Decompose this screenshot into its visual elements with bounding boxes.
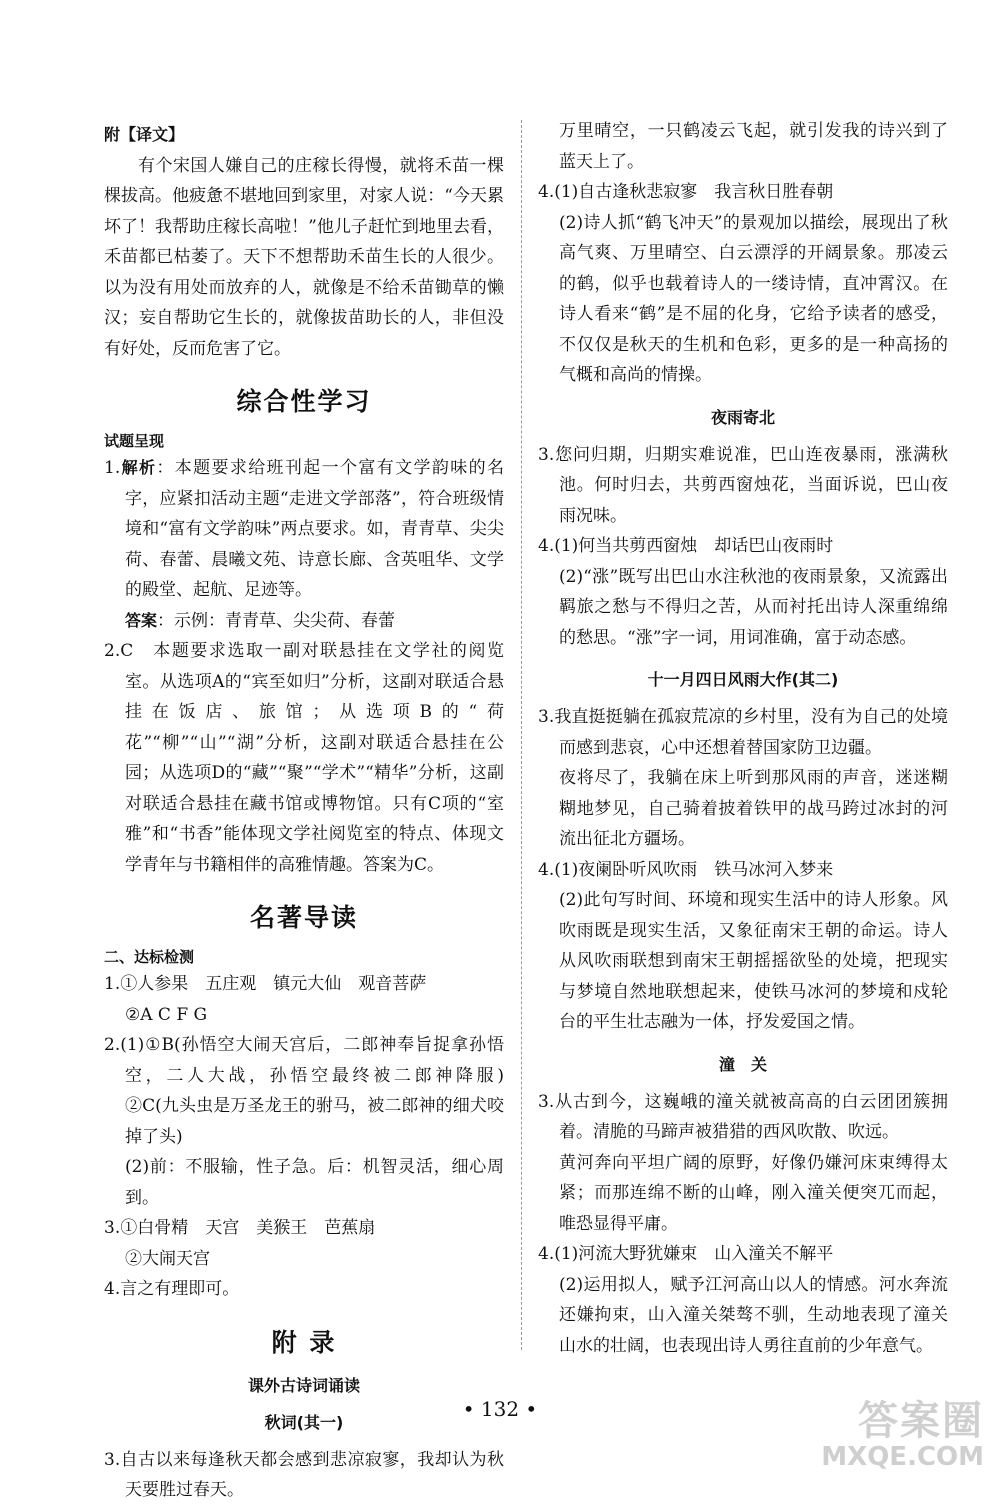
appendix-label: 附【译文】 [104, 125, 185, 144]
page-number: • 132 • [462, 1397, 538, 1421]
answer-item-2: 2.C 本题要求选取一副对联悬挂在文学社的阅览室。从选项A的“宾至如归”分析，这副对联适合悬挂在饭店、旅馆；从选项B的“荷花”“柳”“山”“湖”分析，这副对联适合悬挂在公园；从选项D的“藏”“聚”“学术”“精华”分析，这副对联适合悬挂在藏书馆或博物馆。只有C项的“室雅”和“书香”能体现文学社阅览室的特点、体现文学青年与书籍相伴的高雅情趣。答案为C。 [104, 641, 504, 875]
watermark-logo [794, 1399, 984, 1471]
classics-item: 3.①白骨精 天宫 美猴王 芭蕉扇 [104, 1218, 376, 1238]
poem-answer: 3.从古到今，这巍峨的潼关就被高高的白云团团簇拥着。清脆的马蹄声被猎猎的西风吹散、吹远。 [538, 1091, 948, 1142]
poem-title-yeyu: 夜雨寄北 [710, 407, 775, 427]
watermark-url: MXQE.COM [821, 1442, 984, 1472]
answer-example: 答案：示例：青青草、尖尖荷、春蕾 [125, 610, 396, 631]
subheading-test: 二、达标检测 [104, 948, 195, 966]
poem-answer: 3.我直挺挺躺在孤寂荒凉的乡村里，没有为自己的处境而感到悲哀，心中还想着替国家防卫边疆。 [538, 707, 948, 758]
poem-answer: 黄河奔向平坦广阔的原野，好像仍嫌河床束缚得太紧；而那连绵不断的山峰，刚入潼关便突兀而起，唯恐显得平庸。 [559, 1152, 948, 1234]
poem-answer: 4.(1)夜阑卧听风吹雨 铁马冰河入梦来 [538, 859, 834, 880]
watermark-text: 答案圈 [858, 1398, 984, 1444]
poem-title-fengyu: 十一月四日风雨大作(其二) [647, 670, 839, 689]
classics-item: ②A C F G [125, 1004, 208, 1025]
classics-item: 4.言之有理即可。 [104, 1279, 240, 1299]
classics-item: ②大闹天宫 [125, 1248, 210, 1269]
right-column [538, 116, 948, 1361]
poem-answer-continued: 万里晴空，一只鹤凌云飞起，就引发我的诗兴到了蓝天上了。 [559, 121, 948, 172]
poem-answer: 夜将尽了，我躺在床上听到那风雨的声音，迷迷糊糊地梦见，自己骑着披着铁甲的战马跨过冰封的河流出征北方疆场。 [559, 768, 948, 849]
poem-title-qiuci: 秋词(其一) [264, 1412, 344, 1432]
poem-answer: (2)诗人抓“鹤飞冲天”的景观加以描绘，展现出了秋高气爽、万里晴空、白云漂浮的开阔景象。那凌云的鹤，似乎也载着诗人的一缕诗情，直冲霄汉。在诗人看来“鹤”是不屈的化身，它给予读者的感受，不仅仅是秋天的生机和色彩，更多的是一种高扬的气概和高尚的情操。 [559, 212, 948, 385]
poem-answer: 4.(1)自古逢秋悲寂寥 我言秋日胜春朝 [538, 182, 834, 202]
classics-item: 2.(1)①B(孙悟空大闹天宫后，二郎神奉旨捉拿孙悟空，二人大战，孙悟空最终被二郎神降服) ②C(九头虫是万圣龙王的驸马，被二郎神的细犬咬掉了头) [104, 1035, 521, 1147]
translation-paragraph: 有个宋国人嫌自己的庄稼长得慢，就将禾苗一棵棵拔高。他疲惫不堪地回到家里，对家人说：“今天累坏了！我帮助庄稼长高啦！”他儿子赶忙到地里去看，禾苗都已枯萎了。天下不想帮助禾苗生长的人很少。以为没有用处而放弃的人，就像是不给禾苗锄草的懒汉；妄自帮助它生长的，就像拔苗助长的人，非但没有好处，反而危害了它。 [104, 155, 504, 359]
poem-answer: 4.(1)河流大野犹嫌束 山入潼关不解平 [538, 1244, 834, 1264]
poem-answer: 4.(1)何当共剪西窗烛 却话巴山夜雨时 [538, 536, 834, 556]
poem-title-tongguan: 潼 关 [718, 1054, 767, 1074]
section-title-appendix: 附 录 [271, 1327, 337, 1357]
answer-item-1: 1.解析：本题要求给班刊起一个富有文学韵味的名字，应紧扣活动主题“走进文学部落”，符合班级情境和“富有文学韵味”两点要求。如，青青草、尖尖荷、春蕾、晨曦文苑、诗意长廊、含英咀华、文学的殿堂、起航、足迹等。 [104, 458, 504, 600]
section-title-classics: 名著导读 [249, 903, 358, 932]
poem-answer: 3.自古以来每逢秋天都会感到悲凉寂寥，我却认为秋天要胜过春天。 [104, 1449, 504, 1500]
classics-item: 1.①人参果 五庄观 镇元大仙 观音菩萨 [104, 974, 427, 994]
subtitle-extra-poems: 课外古诗词诵读 [247, 1375, 360, 1395]
subheading-questions: 试题呈现 [104, 432, 165, 450]
left-column [104, 120, 521, 1506]
column-divider [521, 120, 522, 1350]
classics-item: (2)前：不服输，性子急。后：机智灵活，细心周到。 [125, 1157, 504, 1208]
poem-answer: (2)“涨”既写出巴山水注秋池的夜雨景象，又流露出羁旅之愁与不得归之苦，从而衬托出诗人深重绵绵的愁思。“涨”字一词，用词准确，富于动态感。 [559, 566, 948, 648]
section-title-comprehensive: 综合性学习 [236, 387, 372, 416]
poem-answer: (2)此句写时间、环境和现实生活中的诗人形象。风吹雨既是现实生活，又象征南宋王朝的命运。诗人从风吹雨联想到南宋王朝摇摇欲坠的处境，把现实与梦境自然地联想起来，使铁马冰河的梦境和戍轮台的平生壮志融为一体，抒发爱国之情。 [559, 890, 948, 1032]
poem-answer: 3.您问归期，归期实难说准，巴山连夜暴雨，涨满秋池。何时归去，共剪西窗烛花，当面诉说，巴山夜雨况味。 [538, 444, 948, 526]
poem-answer: (2)运用拟人，赋予江河高山以人的情感。河水奔流还嫌拘束，山入潼关桀骜不驯，生动地表现了潼关山水的壮阔，也表现出诗人勇往直前的少年意气。 [559, 1274, 948, 1356]
